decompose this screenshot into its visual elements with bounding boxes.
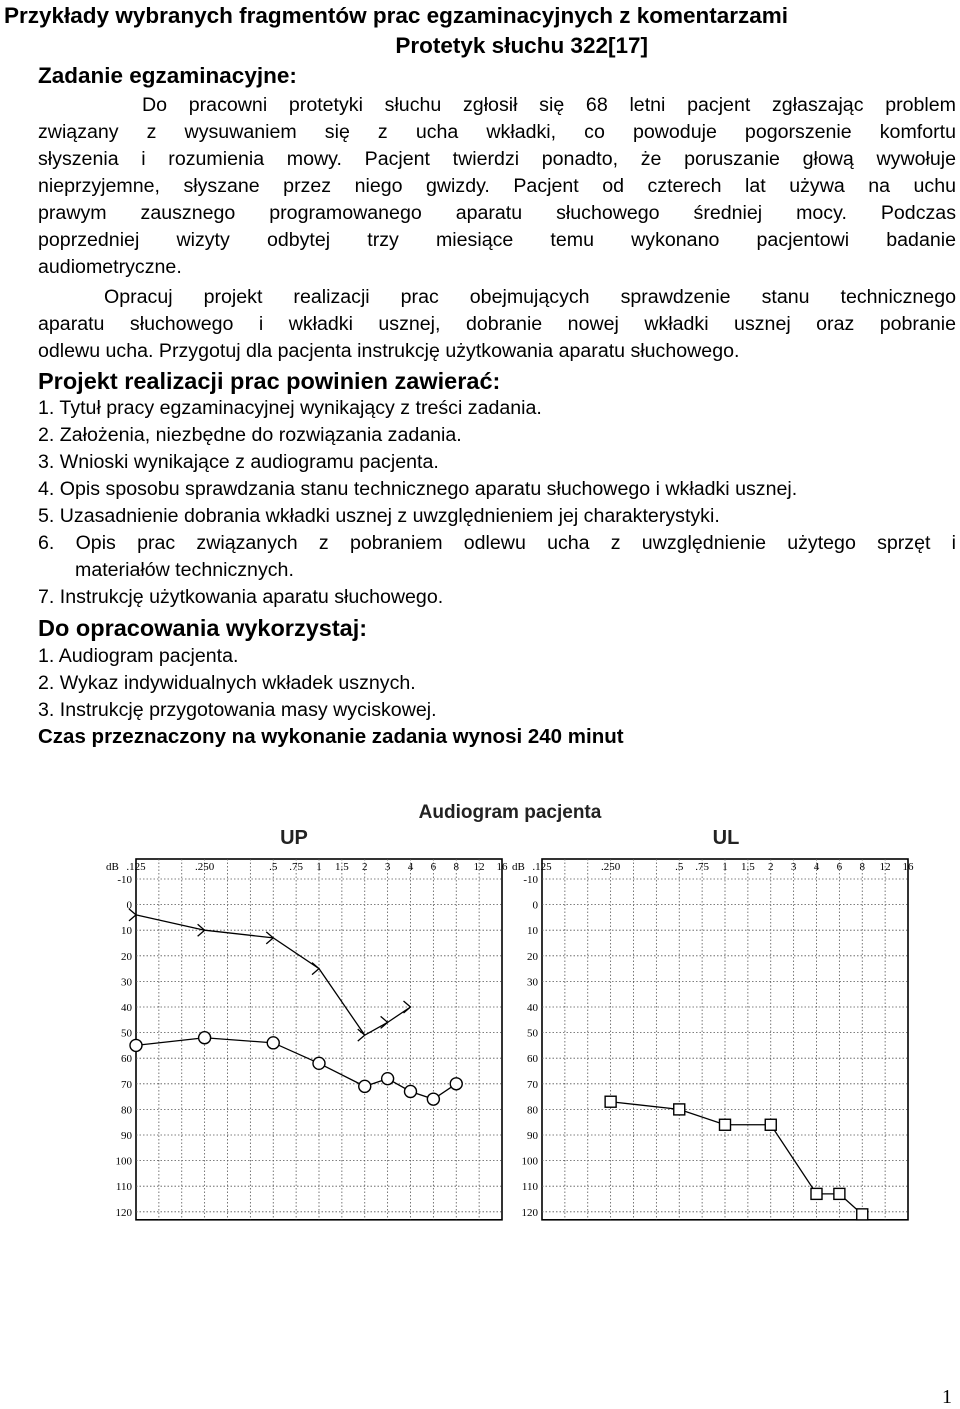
task-line: aparatu słuchowego i wkładki usznej, dobranie nowej wkładki usznej oraz pobranie	[38, 313, 956, 335]
y-unit-label: dB	[512, 861, 525, 873]
project-item: 2. Założenia, niezbędne do rozwiązania zadania.	[38, 424, 462, 446]
x-tick-label: .250	[601, 861, 621, 873]
data-point-circle	[313, 1057, 325, 1069]
y-tick-label: 40	[527, 1002, 538, 1014]
data-point-square	[765, 1119, 776, 1130]
y-tick-label: 50	[121, 1027, 132, 1040]
data-point-circle	[382, 1073, 394, 1085]
y-tick-label: 100	[521, 1155, 538, 1168]
y-tick-label: 110	[521, 1181, 538, 1194]
x-tick-label: 1.5	[335, 861, 349, 873]
x-tick-label: 12	[473, 861, 485, 873]
series-line	[611, 1102, 863, 1215]
task-line: słyszenia i rozumienia mowy. Pacjent twierdzi ponadto, że poruszanie głową wywołuje	[38, 148, 956, 170]
x-tick-label: 1	[316, 861, 322, 873]
data-point-square	[834, 1188, 845, 1199]
data-point-circle	[267, 1037, 279, 1049]
y-tick-label: 0	[532, 899, 538, 912]
y-tick-label: 60	[121, 1053, 132, 1066]
project-item: 4. Opis sposobu sprawdzania stanu technicznego aparatu słuchowego i wkładki usznej.	[38, 478, 798, 500]
project-item: 6. Opis prac związanych z pobraniem odlewu ucha z uwzględnienie użytego sprzęt i	[38, 532, 956, 554]
task-line: prawym zausznego programowanego aparatu słuchowego średniej mocy. Podczas	[38, 202, 956, 224]
data-point-square	[857, 1209, 868, 1220]
project-item: 3. Wnioski wynikające z audiogramu pacjenta.	[38, 451, 439, 473]
y-tick-label: 0	[126, 899, 132, 912]
y-tick-label: 20	[527, 950, 538, 963]
audiogram-title: Audiogram pacjenta	[418, 802, 602, 823]
data-point-circle	[130, 1039, 142, 1051]
resource-item: 2. Wykaz indywidualnych wkładek usznych.	[38, 672, 416, 694]
audiogram-panel-ul	[512, 827, 914, 1220]
task-line: Do pracowni protetyki słuchu zgłosił się 68 letni pacjent zgłaszając problem	[142, 94, 956, 116]
data-point-square	[720, 1119, 731, 1130]
y-tick-label: 30	[527, 976, 538, 989]
data-point-circle	[427, 1093, 439, 1105]
x-tick-label: 6	[430, 861, 437, 873]
x-tick-label: 3	[384, 861, 391, 873]
data-point-circle	[359, 1080, 371, 1092]
resources-heading: Do opracowania wykorzystaj:	[38, 615, 368, 641]
y-tick-label: 20	[121, 950, 132, 963]
y-tick-label: 50	[527, 1027, 538, 1040]
y-tick-label: 80	[121, 1104, 132, 1117]
x-tick-label: 8	[453, 861, 459, 873]
y-tick-label: -10	[523, 874, 538, 886]
x-tick-label: 2	[362, 861, 368, 873]
project-item-continuation: materiałów technicznych.	[75, 559, 294, 581]
y-tick-label: -10	[117, 874, 132, 886]
resource-item: 1. Audiogram pacjenta.	[38, 645, 239, 667]
y-tick-label: 40	[121, 1002, 132, 1014]
x-tick-label: 4	[813, 861, 820, 873]
y-tick-label: 110	[115, 1181, 132, 1194]
project-item: 5. Uzasadnienie dobrania wkładki usznej z uwzględnieniem jej charakterystyki.	[38, 505, 720, 527]
task-line: Opracuj projekt realizacji prac obejmujących sprawdzenie stanu technicznego	[104, 286, 956, 308]
audiogram-panel-up	[106, 827, 508, 1220]
y-tick-label: 120	[521, 1206, 538, 1219]
y-tick-label: 90	[527, 1130, 538, 1142]
x-tick-label: 6	[836, 861, 843, 873]
x-tick-label: 16	[902, 861, 914, 873]
x-tick-label: .75	[289, 861, 303, 873]
x-tick-label: 4	[407, 861, 414, 873]
y-tick-label: 60	[527, 1053, 538, 1066]
task-line: odlewu ucha. Przygotuj dla pacjenta instrukcję użytkowania aparatu słuchowego.	[38, 340, 740, 362]
task-line: związany z wysuwaniem się z ucha wkładki, co powoduje pogorszenie komfortu	[38, 121, 956, 143]
x-tick-label: .75	[695, 861, 709, 873]
data-point-square	[605, 1096, 616, 1107]
page-number: 1	[942, 1386, 952, 1408]
audiogram-chart	[96, 792, 916, 1252]
task-line: audiometryczne.	[38, 256, 182, 278]
x-tick-label: .5	[675, 861, 684, 873]
x-tick-label: .5	[269, 861, 278, 873]
y-tick-label: 10	[121, 925, 132, 938]
grid-frame	[542, 859, 908, 1220]
x-tick-label: 8	[859, 861, 865, 873]
document-subtitle: Protetyk słuchu 322[17]	[395, 33, 648, 58]
x-tick-label: 3	[790, 861, 797, 873]
data-point-circle	[450, 1078, 462, 1090]
y-unit-label: dB	[106, 861, 119, 873]
data-point-circle	[199, 1032, 211, 1044]
project-item: 1. Tytuł pracy egzaminacyjnej wynikający z treści zadania.	[38, 397, 542, 419]
y-tick-label: 90	[121, 1130, 132, 1142]
y-tick-label: 120	[115, 1206, 132, 1219]
task-line: nieprzyjemne, słyszane przez niego gwizdy. Pacjent od czterech lat używa na uchu	[38, 175, 956, 197]
x-tick-label: 1.5	[741, 861, 755, 873]
data-point-circle	[405, 1085, 417, 1097]
y-tick-label: 100	[115, 1155, 132, 1168]
x-tick-label: .250	[195, 861, 215, 873]
resource-item: 3. Instrukcję przygotowania masy wyciskowej.	[38, 699, 437, 721]
data-point-square	[674, 1104, 685, 1115]
y-tick-label: 80	[527, 1104, 538, 1117]
task-heading: Zadanie egzaminacyjne:	[38, 63, 297, 88]
data-point-square	[811, 1188, 822, 1199]
project-heading: Projekt realizacji prac powinien zawierać:	[38, 368, 501, 394]
project-item: 7. Instrukcję użytkowania aparatu słuchowego.	[38, 586, 444, 608]
y-tick-label: 70	[121, 1078, 132, 1091]
x-tick-label: 1	[722, 861, 728, 873]
x-tick-label: 16	[496, 861, 508, 873]
y-tick-label: 10	[527, 925, 538, 938]
x-tick-label: .125	[532, 861, 552, 873]
y-tick-label: 30	[121, 976, 132, 989]
panel-label: UL	[712, 827, 740, 849]
time-note: Czas przeznaczony na wykonanie zadania wynosi 240 minut	[38, 725, 624, 748]
x-tick-label: .125	[126, 861, 146, 873]
x-tick-label: 2	[768, 861, 774, 873]
document-title: Przykłady wybranych fragmentów prac egzaminacyjnych z komentarzami	[4, 3, 789, 28]
x-tick-label: 12	[879, 861, 891, 873]
panel-label: UP	[280, 827, 308, 849]
task-line: poprzedniej wizyty odbytej trzy miesiące temu wykonano pacjentowi badanie	[38, 229, 956, 251]
y-tick-label: 70	[527, 1078, 538, 1091]
